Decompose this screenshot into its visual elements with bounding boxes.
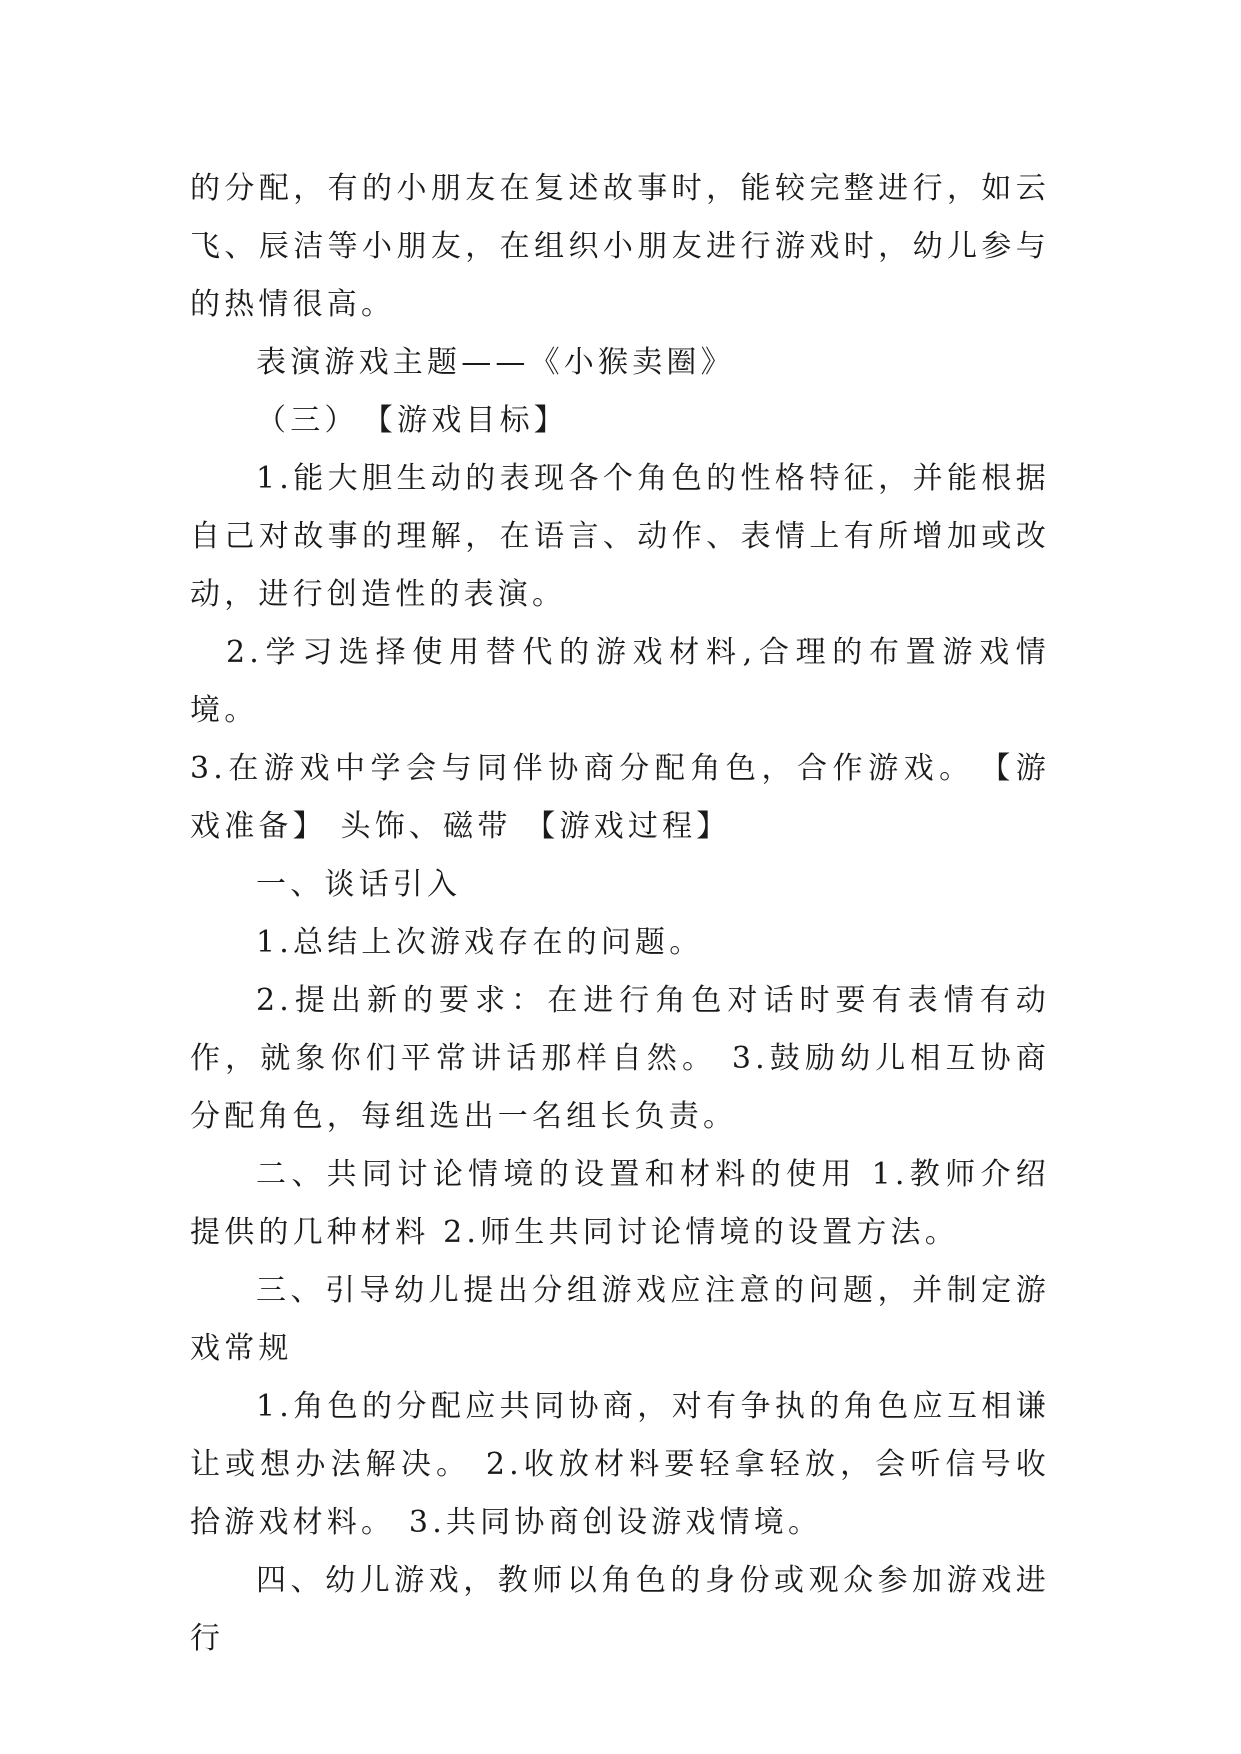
paragraph-goal-2: 2.学习选择使用替代的游戏材料,合理的布置游戏情境。 — [190, 635, 1050, 728]
paragraph-section-goals-heading: （三） 【游戏目标】 — [256, 403, 568, 438]
paragraph-step-1-item-1: 1.总结上次游戏存在的问题。 — [256, 925, 704, 960]
paragraph-theme-title: 表演游戏主题——《小猴卖圈》 — [256, 345, 735, 380]
paragraph-step-1-heading: 一、谈话引入 — [256, 867, 462, 902]
paragraph-step-3-items: 1.角色的分配应共同协商，对有争执的角色应互相谦让或想办法解决。 2.收放材料要轻拿轻放，会听信号收拾游戏材料。 3.共同协商创设游戏情境。 — [190, 1389, 1050, 1540]
paragraph-intro-continuation: 的分配，有的小朋友在复述故事时，能较完整进行，如云飞、辰洁等小朋友，在组织小朋友进行游戏时，幼儿参与的热情很高。 — [190, 171, 1050, 322]
paragraph-step-4: 四、幼儿游戏，教师以角色的身份或观众参加游戏进行 — [190, 1563, 1050, 1656]
paragraph-goal-3-prep-process: 3.在游戏中学会与同伴协商分配角色，合作游戏。 【游戏准备】 头饰、磁带 【游戏过程】 — [190, 751, 1050, 844]
paragraph-step-1-item-2-3: 2.提出新的要求：在进行角色对话时要有表情有动作，就象你们平常讲话那样自然。 3.鼓励幼儿相互协商分配角色，每组选出一名组长负责。 — [190, 983, 1050, 1134]
paragraph-goal-1: 1.能大胆生动的表现各个角色的性格特征，并能根据自己对故事的理解，在语言、动作、表情上有所增加或改动，进行创造性的表演。 — [190, 461, 1050, 612]
paragraph-step-2: 二、共同讨论情境的设置和材料的使用 1.教师介绍提供的几种材料 2.师生共同讨论情境的设置方法。 — [190, 1157, 1050, 1250]
document-body — [190, 160, 1050, 1668]
paragraph-step-3-heading: 三、引导幼儿提出分组游戏应注意的问题，并制定游戏常规 — [190, 1273, 1050, 1366]
